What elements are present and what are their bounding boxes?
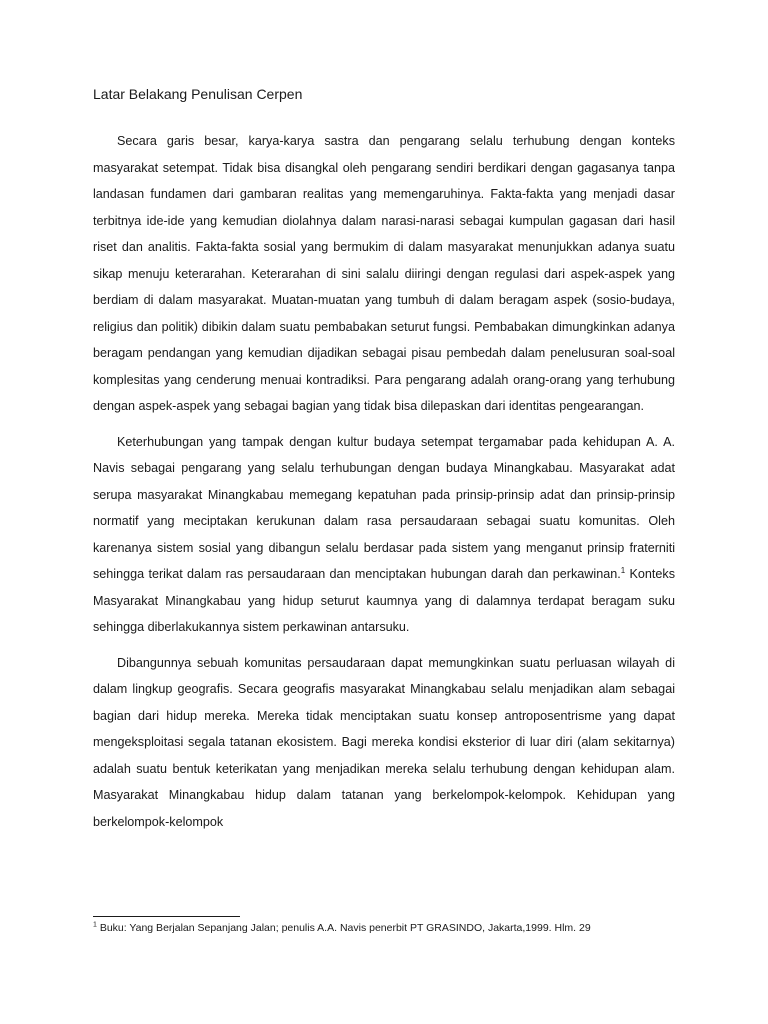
- footnote-number: 1: [93, 921, 97, 929]
- paragraph-3: Dibangunnya sebuah komunitas persaudaraan dapat memungkinkan suatu perluasan wilayah di dalam lingkup geografis. Secara geografis masyarakat Minangkabau selalu menjadikan alam sebagai bagian dari hidup mereka. Mereka tidak menciptakan suatu konsep antroposentrisme yang dapat mengeksploitasi segala tatanan ekosistem. Bagi mereka kondisi eksterior di luar diri (alam sekitarnya) adalah suatu bentuk keterikatan yang menjadikan mereka selalu terhubung dengan kehidupan alam. Masyarakat Minangkabau hidup dalam tatanan yang berkelompok-kelompok. Kehidupan yang berkelompok-kelompok: [93, 655, 675, 829]
- paragraph-2: [93, 429, 675, 641]
- footnote: [93, 921, 675, 935]
- paragraph-2-text-before: Keterhubungan yang tampak dengan kultur budaya setempat tergamabar pada kehidupan A. A. Navis sebagai pengarang yang selalu terhubungan dengan budaya Minangkabau. Masyarakat adat serupa masyarakat Minangkabau memegang kepatuhan pada prinsip-prinsip adat dan prinsip-prinsip normatif yang meciptakan kerukunan dalam rasa persaudaraan sebagai suatu komunitas. Oleh karenanya sistem sosial yang dibangun selalu berdasar pada sistem yang menganut prinsip fraterniti sehingga terikat dalam ras persaudaraan dan menciptakan hubungan darah dan perkawinan.: [93, 434, 675, 581]
- document-page: [93, 86, 675, 844]
- document-title: Latar Belakang Penulisan Cerpen: [93, 86, 303, 102]
- footnote-separator: [93, 916, 240, 917]
- footnote-text: Buku: Yang Berjalan Sepanjang Jalan; penulis A.A. Navis penerbit PT GRASINDO, Jakarta,1999. Hlm. 29: [96, 922, 591, 934]
- footnote-reference: 1: [620, 565, 626, 575]
- paragraph-2-text-after: Konteks Masyarakat Minangkabau yang hidup seturut kaumnya yang di dalamnya terdapat beragam suku sehingga diberlakukannya sistem perkawinan antarsuku.: [93, 567, 675, 634]
- paragraph-1: Secara garis besar, karya-karya sastra dan pengarang selalu terhubung dengan konteks masyarakat setempat. Tidak bisa disangkal oleh pengarang sendiri berdikari dengan gagasanya tanpa landasan fundamen dari gambaran realitas yang memengaruhinya. Fakta-fakta yang menjadi dasar terbitnya ide-ide yang kemudian diolahnya dalam narasi-narasi sebagai kumpulan gagasan dari hasil riset dan analitis. Fakta-fakta sosial yang bermukim di dalam masyarakat menunjukkan adanya suatu sikap menuju keterarahan. Keterarahan di sini salalu diiringi dengan regulasi dari aspek-aspek yang berdiam di dalam masyarakat. Muatan-muatan yang tumbuh di dalam beragam aspek (sosio-budaya, religius dan politik) dibikin dalam suatu pembabakan seturut fungsi. Pembabakan dimungkinkan adanya beragam pendangan yang kemudian dijadikan sebagai pisau pembedah dalam penelusuran soal-soal komplesitas yang cenderung menuai kontradiksi. Para pengarang adalah orang-orang yang terhubung dengan aspek-aspek yang sebagai bagian yang tidak bisa dilepaskan dari identitas pengearangan.: [93, 134, 675, 413]
